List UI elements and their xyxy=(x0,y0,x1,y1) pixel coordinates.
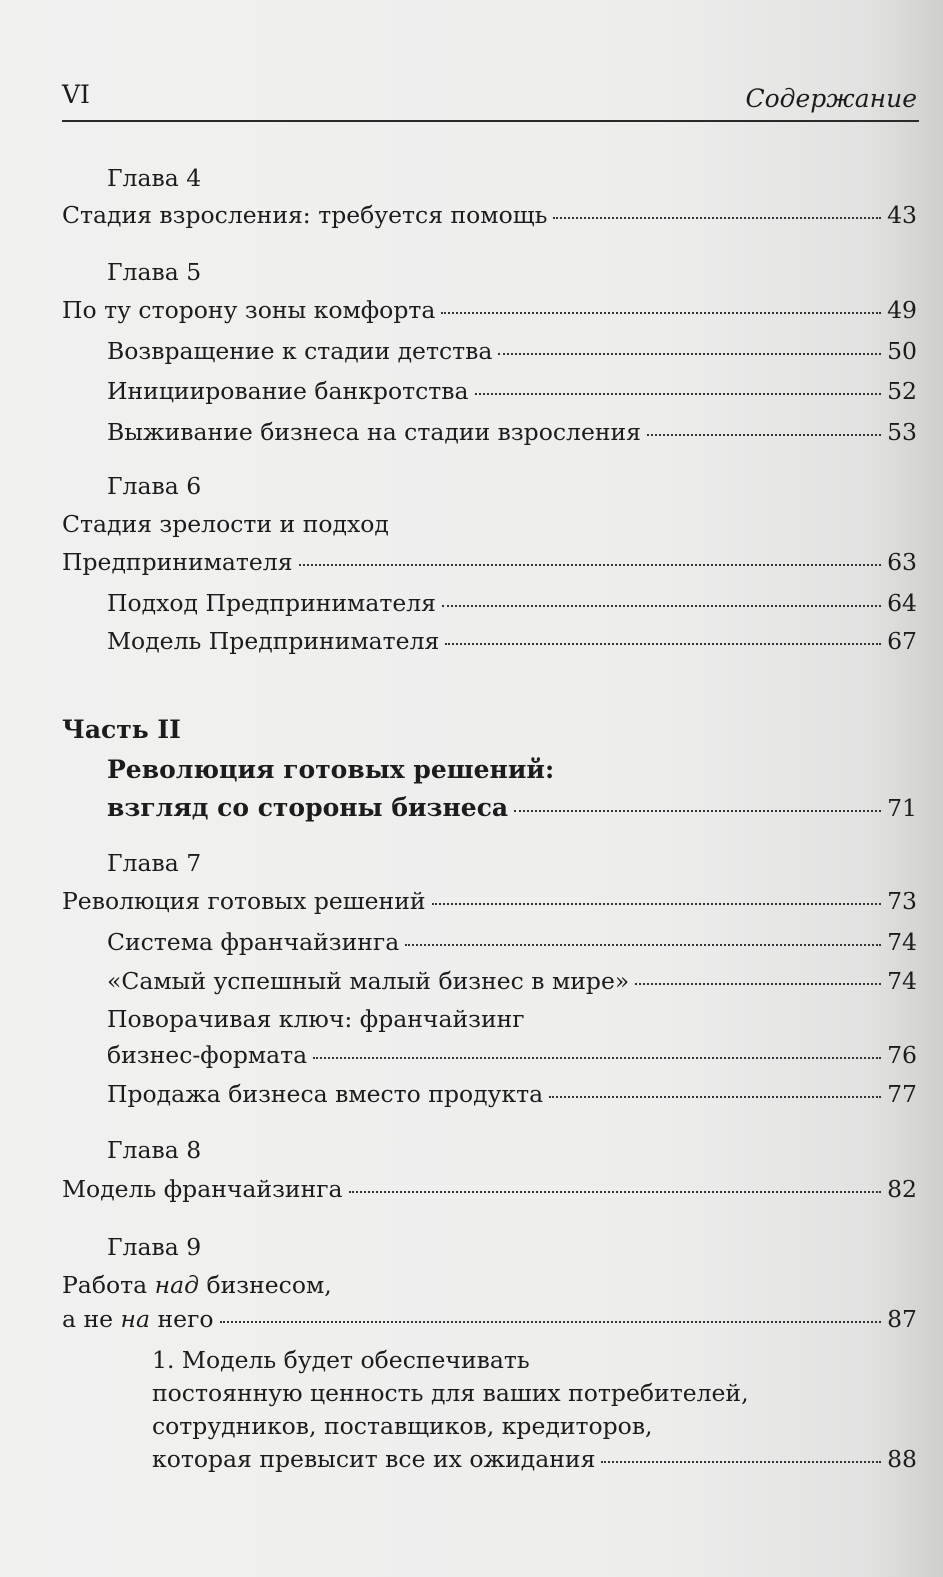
entry-page: 77 xyxy=(887,1080,917,1108)
part-2-label: Часть II xyxy=(62,715,181,744)
toc-entry[interactable] xyxy=(0,1304,943,1334)
leader-dots xyxy=(498,353,881,355)
entry-title-line: 1. Модель будет обеспечивать xyxy=(152,1346,530,1374)
text-run: бизнесом, xyxy=(199,1271,332,1299)
entry-page: 82 xyxy=(887,1175,917,1203)
toc-entry[interactable] xyxy=(0,966,943,996)
header-rule xyxy=(62,120,919,122)
toc-entry[interactable] xyxy=(0,793,943,823)
italic-word: на xyxy=(120,1305,151,1333)
entry-page: 76 xyxy=(887,1041,917,1069)
text-run: него xyxy=(150,1305,214,1333)
italic-word: над xyxy=(154,1271,199,1299)
running-header: Содержание xyxy=(745,84,917,113)
entry-title: Модель франчайзинга xyxy=(62,1175,343,1203)
chapter-5-label: Глава 5 xyxy=(107,258,202,286)
toc-entry[interactable] xyxy=(0,1079,943,1109)
entry-page: 53 xyxy=(887,418,917,446)
leader-dots xyxy=(349,1191,882,1193)
entry-title-line xyxy=(0,1270,943,1300)
entry-title xyxy=(62,1304,214,1334)
chapter-9-label: Глава 9 xyxy=(107,1233,202,1261)
entry-page: 63 xyxy=(887,548,917,576)
leader-dots xyxy=(514,810,881,812)
entry-title-line: Поворачивая ключ: франчайзинг xyxy=(107,1005,525,1033)
leader-dots xyxy=(601,1461,881,1463)
leader-dots xyxy=(220,1321,882,1323)
toc-entry[interactable] xyxy=(0,295,943,325)
toc-entry[interactable] xyxy=(0,376,943,406)
toc-entry[interactable] xyxy=(0,927,943,957)
entry-title: взгляд со стороны бизнеса xyxy=(107,793,509,822)
entry-page: 74 xyxy=(887,967,917,995)
toc-entry[interactable] xyxy=(0,1174,943,1204)
entry-title: Инициирование банкротства xyxy=(107,377,469,405)
chapter-4-label: Глава 4 xyxy=(107,164,202,192)
entry-page: 71 xyxy=(887,794,917,822)
entry-title: которая превысит все их ожидания xyxy=(152,1445,596,1473)
leader-dots xyxy=(553,217,881,219)
leader-dots xyxy=(647,434,881,436)
entry-title-line: постоянную ценность для ваших потребителей, xyxy=(152,1379,749,1407)
chapter-8-label: Глава 8 xyxy=(107,1136,202,1164)
leader-dots xyxy=(313,1057,881,1059)
leader-dots xyxy=(442,605,881,607)
entry-title: Подход Предпринимателя xyxy=(107,589,437,617)
entry-title-line: сотрудников, поставщиков, кредиторов, xyxy=(152,1412,653,1440)
entry-page: 49 xyxy=(887,296,917,324)
entry-page: 50 xyxy=(887,337,917,365)
entry-title: Модель Предпринимателя xyxy=(107,627,440,655)
toc-entry[interactable] xyxy=(0,1040,943,1070)
entry-page: 88 xyxy=(887,1445,917,1473)
chapter-6-label: Глава 6 xyxy=(107,472,202,500)
toc-entry[interactable] xyxy=(0,417,943,447)
chapter-7-label: Глава 7 xyxy=(107,849,202,877)
entry-page: 74 xyxy=(887,928,917,956)
toc-entry[interactable] xyxy=(0,200,943,230)
toc-entry[interactable] xyxy=(0,1444,943,1474)
leader-dots xyxy=(299,564,882,566)
entry-page: 52 xyxy=(887,377,917,405)
entry-page: 43 xyxy=(887,201,917,229)
entry-title: Продажа бизнеса вместо продукта xyxy=(107,1080,544,1108)
text-run: а не xyxy=(62,1305,121,1333)
entry-title: «Самый успешный малый бизнес в мире» xyxy=(107,967,630,995)
entry-title: Система франчайзинга xyxy=(107,928,400,956)
toc-entry[interactable] xyxy=(0,626,943,656)
leader-dots xyxy=(549,1096,881,1098)
entry-title: Революция готовых решений xyxy=(62,887,426,915)
entry-title-line: Стадия зрелости и подход xyxy=(62,510,389,538)
toc-entry[interactable] xyxy=(0,336,943,366)
leader-dots xyxy=(475,393,882,395)
page-number: VI xyxy=(62,80,90,109)
leader-dots xyxy=(441,312,881,314)
leader-dots xyxy=(635,983,881,985)
entry-page: 64 xyxy=(887,589,917,617)
leader-dots xyxy=(432,903,882,905)
toc-entry[interactable] xyxy=(0,588,943,618)
part-2-title-line: Революция готовых решений: xyxy=(107,755,555,784)
entry-page: 73 xyxy=(887,887,917,915)
entry-title: Возвращение к стадии детства xyxy=(107,337,493,365)
toc-entry[interactable] xyxy=(0,886,943,916)
entry-page: 67 xyxy=(887,627,917,655)
entry-page: 87 xyxy=(887,1305,917,1333)
text-run: Работа xyxy=(62,1271,155,1299)
entry-title: Выживание бизнеса на стадии взросления xyxy=(107,418,642,446)
toc-entry[interactable] xyxy=(0,547,943,577)
entry-title: Стадия взросления: требуется помощь xyxy=(62,201,548,229)
entry-title: бизнес-формата xyxy=(107,1041,308,1069)
leader-dots xyxy=(405,944,881,946)
entry-title: По ту сторону зоны комфорта xyxy=(62,296,436,324)
entry-title: Предпринимателя xyxy=(62,548,293,576)
leader-dots xyxy=(445,643,881,645)
